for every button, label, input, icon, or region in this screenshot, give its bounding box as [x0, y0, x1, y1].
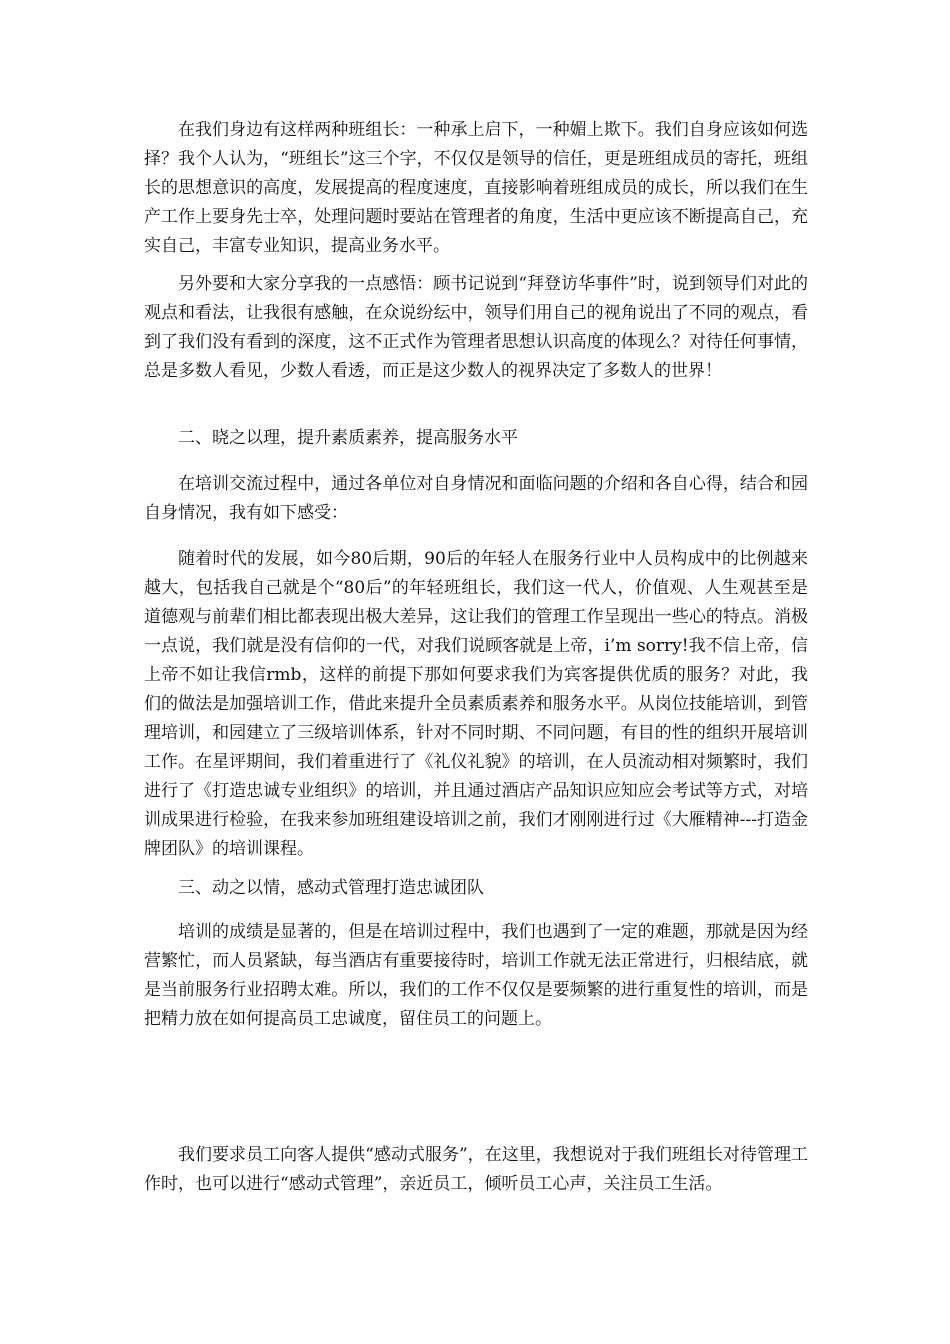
paragraph-team-leader-choice: 在我们身边有这样两种班组长：一种承上启下，一种媚上欺下。我们自身应该如何选择？我个人认为，“班组长”这三个字，不仅仅是领导的信任，更是班组成员的寄托，班组长的思想意识的高度，发展提高的程度速度，直接影响着班组成员的成长，所以我们在生产工作上要身先士卒，处理问题时要站在管理者的角度，生活中更应该不断提高自己，充实自己，丰富专业知识，提高业务水平。 [144, 120, 808, 256]
paragraph-insight-sharing: 另外要和大家分享我的一点感悟：顾书记说到“拜登访华事件”时，说到领导们对此的观点和看法，让我很有感触，在众说纷纭中，领导们用自己的视角说出了不同的观点，看到了我们没有看到的深度，这不正式作为管理者思想认识高度的体现么？对待任何事情，总是多数人看见，少数人看透，而正是这少数人的视界决定了多数人的世界！ [144, 274, 808, 381]
paragraph-touching-management: 我们要求员工向客人提供“感动式服务”，在这里，我想说对于我们班组长对待管理工作时，也可以进行“感动式管理”，亲近员工，倾听员工心声，关注员工生活。 [144, 1145, 808, 1194]
paragraph-generation-training: 随着时代的发展，如今80后期，90后的年轻人在服务行业中人员构成中的比例越来越大，包括我自己就是个“80后”的年轻班组长，我们这一代人，价值观、人生观甚至是道德观与前辈们相比都表现出极大差异，这让我们的管理工作呈现出一些心的特点。消极一点说，我们就是没有信仰的一代，对我们说顾客就是上帝，i’m sorry!我不信上帝，信上帝不如让我信rmb，这样的前提下那如何要求我们为宾客提供优质的服务？对此，我们的做法是加强培训工作，借此来提升全员素质素养和服务水平。从岗位技能培训，到管理培训，和园建立了三级培训体系，针对不同时期、不同问题，有目的性的组织开展培训工作。在星评期间，我们着重进行了《礼仪礼貌》的培训，在人员流动相对频繁时，我们进行了《打造忠诚专业组织》的培训，并且通过酒店产品知识应知应会考试等方式，对培训成果进行检验，在我来参加班组建设培训之前，我们才刚刚进行过《大雁精神---打造金牌团队》的培训课程。 [144, 549, 808, 859]
paragraph-training-exchange: 在培训交流过程中，通过各单位对自身情况和面临问题的介绍和各自心得，结合和园自身情况，我有如下感受： [144, 474, 808, 523]
section-heading-three: 三、动之以情，感动式管理打造忠诚团队 [178, 878, 484, 898]
paragraph-training-difficulty: 培训的成绩是显著的，但是在培训过程中，我们也遇到了一定的难题，那就是因为经营繁忙，而人员紧缺，每当酒店有重要接待时，培训工作就无法正常进行，归根结底，就是当前服务行业招聘太难。所以，我们的工作不仅仅是要频繁的进行重复性的培训，而是把精力放在如何提高员工忠诚度，留住员工的问题上。 [144, 922, 808, 1029]
section-heading-two: 二、晓之以理，提升素质素养，提高服务水平 [178, 428, 518, 448]
